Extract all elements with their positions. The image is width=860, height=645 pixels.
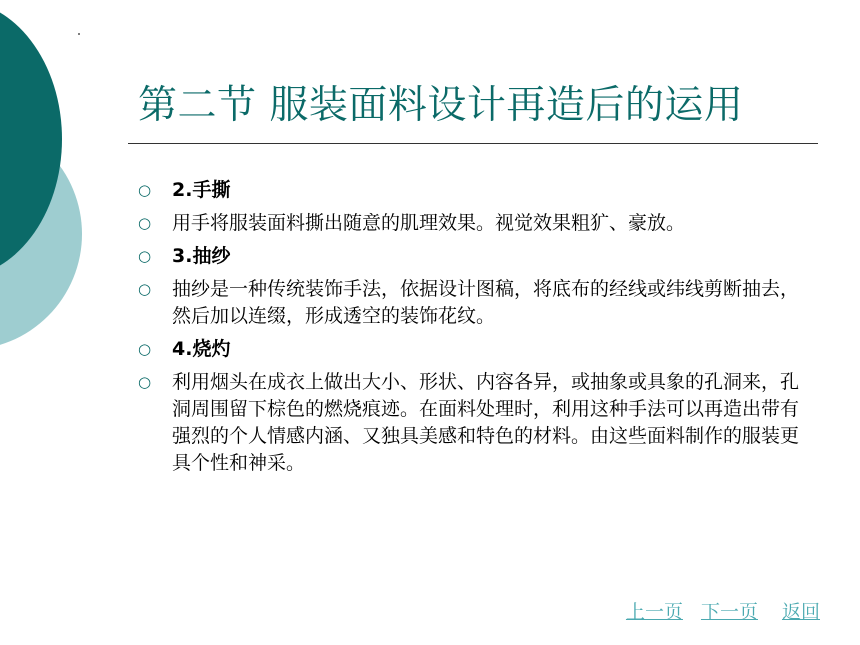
bullet-heading-tearing: 2.手撕 — [172, 179, 231, 201]
bullet-circle-icon: ○ — [138, 181, 152, 199]
bullet-text: 用手将服装面料撕出随意的肌理效果。视觉效果粗犷、豪放。 — [172, 212, 686, 234]
bullet-text: 利用烟头在成衣上做出大小、形状、内容各异，或抽象或具象的孔洞来，孔洞周围留下棕色的燃烧痕迹。在面料处理时，利用这种手法可以再造出带有强烈的个人情感内涵、又独具美感和特色的材料。由这些面料制作的服装更具个性和神采。 — [172, 371, 800, 474]
bullet-circle-icon: ○ — [138, 280, 152, 298]
bullet-heading-burning: 4.烧灼 — [172, 338, 231, 360]
list-item — [136, 336, 816, 363]
slide-title: 第二节 服装面料设计再造后的运用 — [138, 83, 744, 128]
list-item — [136, 177, 816, 204]
prev-page-link[interactable]: 上一页 — [625, 601, 683, 623]
bullet-circle-icon: ○ — [138, 373, 152, 391]
bullet-text: 抽纱是一种传统装饰手法，依据设计图稿，将底布的经线或纬线剪断抽去，然后加以连缀，形成透空的装饰花纹。 — [172, 278, 800, 327]
slide-navigation — [626, 597, 820, 624]
next-page-link[interactable]: 下一页 — [700, 601, 758, 623]
back-link[interactable]: 返回 — [781, 601, 820, 623]
bullet-list — [136, 177, 816, 483]
bullet-circle-icon: ○ — [138, 247, 152, 265]
bullet-circle-icon: ○ — [138, 214, 152, 232]
bullet-heading-drawnwork: 3.抽纱 — [172, 245, 231, 267]
list-item — [136, 210, 816, 237]
list-item — [136, 276, 816, 330]
bullet-circle-icon: ○ — [138, 340, 152, 358]
decorative-dot — [78, 33, 80, 35]
title-divider — [128, 143, 818, 144]
list-item — [136, 369, 816, 477]
list-item — [136, 243, 816, 270]
